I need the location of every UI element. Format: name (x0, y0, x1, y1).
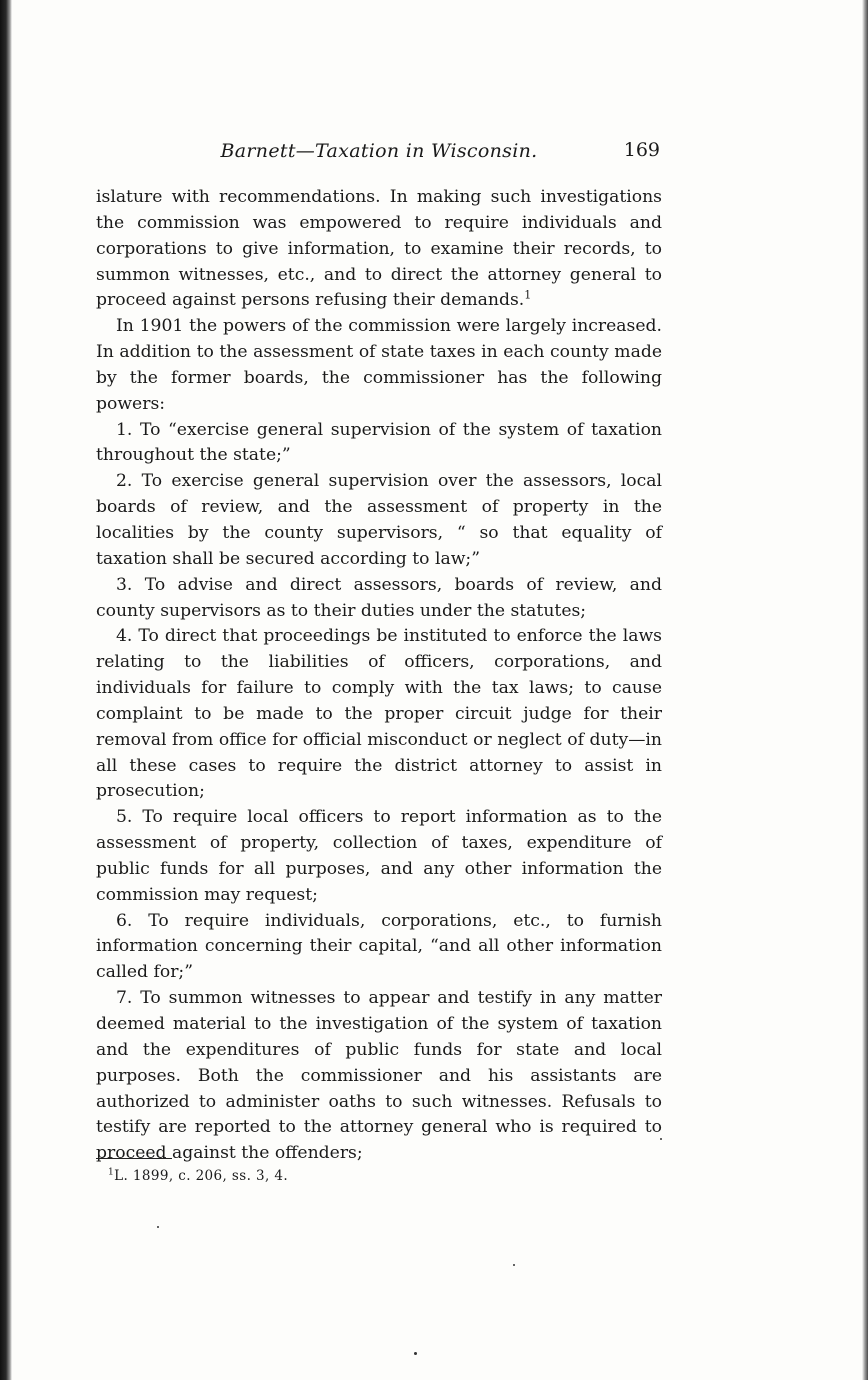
page-header (96, 140, 662, 170)
footnote-text: L. 1899, c. 206, ss. 3, 4. (114, 1168, 289, 1184)
footnote-divider (96, 1158, 172, 1159)
list-item-power-1: 1. To “exercise general supervision of the system of taxation throughout the state;” (96, 419, 662, 466)
paragraph-text: islature with recommendations. In making such investigations the commission was empowered to require individuals and corporations to give information, to examine their records, to summon witnesses, etc., and to direct the attorney general to proceed against persons refusing their demands. (96, 187, 662, 311)
page-edge-shadow (862, 0, 868, 1380)
page-binding-shadow (0, 0, 12, 1380)
list-item-power-5: 5. To require local officers to report information as to the assessment of property, collection of taxes, expenditure of public funds for all purposes, and any other information the commission may request; (96, 807, 662, 905)
footnote (108, 1168, 288, 1184)
list-item-power-6: 6. To require individuals, corporations, etc., to furnish information concerning their capital, “and all other information called for;” (96, 910, 662, 983)
body-text (96, 185, 662, 1167)
footnote-mark: 1 (108, 1167, 115, 1178)
running-title: Barnett—Taxation in Wisconsin. (220, 140, 538, 162)
paragraph-powers-intro: In 1901 the powers of the commission were largely increased. In addition to the assessment of state taxes in each county made by the former boards, the commissioner has the following powers: (96, 316, 662, 414)
ink-speck (414, 1352, 417, 1355)
ink-speck (157, 1226, 159, 1228)
footnote-reference: 1 (524, 288, 532, 302)
paragraph-continuation (96, 185, 662, 314)
list-item-power-4: 4. To direct that proceedings be instituted to enforce the laws relating to the liabilities of officers, corporations, and individuals for failure to comply with the tax laws; to cause complaint to be made to the proper circuit judge for their removal from office for official misconduct or neglect of duty—in all these cases to require the district attorney to assist in prosecution; (96, 626, 662, 802)
page-number: 169 (623, 139, 660, 161)
list-item-power-2: 2. To exercise general supervision over the assessors, local boards of review, and the assessment of property in the localities by the county supervisors, “ so that equality of taxation shall be secured according to law;” (96, 471, 662, 569)
list-item-power-7: 7. To summon witnesses to appear and testify in any matter deemed material to the investigation of the system of taxation and the expenditures of public funds for state and local purposes. Both the commissioner and his assistants are authorized to administer oaths to such witnesses. Refusals to testify are reported to the attorney general who is required to proceed against the offenders; (96, 988, 662, 1164)
ink-speck (513, 1264, 515, 1266)
ink-speck (660, 1138, 662, 1140)
list-item-power-3: 3. To advise and direct assessors, boards of review, and county supervisors as to their duties under the statutes; (96, 574, 662, 621)
